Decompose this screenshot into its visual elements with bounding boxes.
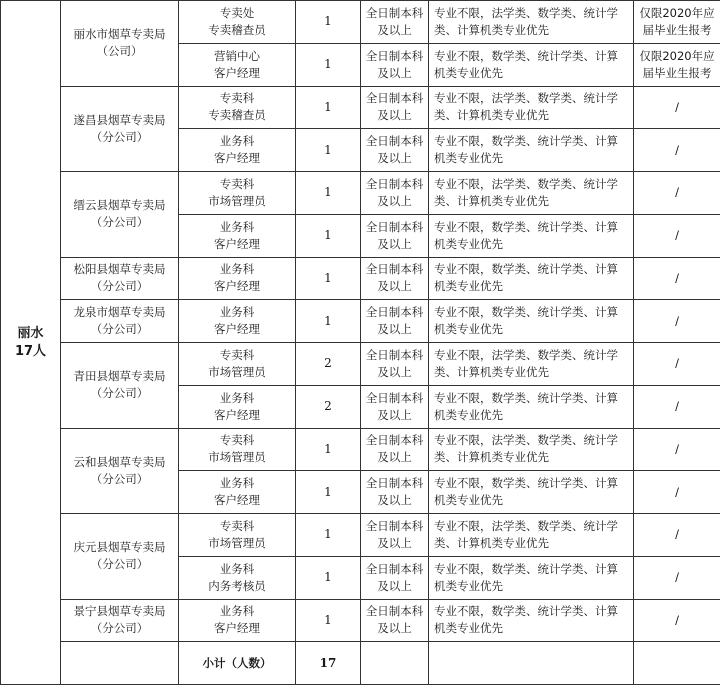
position-cell — [179, 385, 296, 428]
major-line2: 机类专业优先 — [434, 407, 630, 424]
major-line2: 机类专业优先 — [434, 321, 630, 338]
education-line2: 及以上 — [364, 150, 425, 167]
unit-name-line1: 龙泉市烟草专卖局 — [64, 304, 175, 321]
major-line1: 专业不限，数学类、统计学类、计算 — [434, 475, 630, 492]
education-line2: 及以上 — [364, 236, 425, 253]
headcount-cell: 1 — [296, 300, 361, 343]
headcount-cell: 1 — [296, 43, 361, 86]
major-line2: 机类专业优先 — [434, 65, 630, 82]
position-line2: 客户经理 — [182, 492, 292, 509]
major-line2: 机类专业优先 — [434, 278, 630, 295]
note-cell — [634, 86, 720, 129]
position-cell — [179, 257, 296, 300]
headcount-cell: 1 — [296, 599, 361, 642]
region-line1: 丽水 — [4, 325, 57, 343]
major-cell — [429, 343, 634, 386]
major-line2: 类、计算机类专业优先 — [434, 107, 630, 124]
subtotal-empty-cell — [634, 642, 720, 685]
major-line1: 专业不限，法学类、数学类、统计学 — [434, 518, 630, 535]
major-cell — [429, 385, 634, 428]
note-line1: / — [637, 227, 717, 244]
major-cell — [429, 129, 634, 172]
note-cell — [634, 172, 720, 215]
headcount-cell: 1 — [296, 257, 361, 300]
education-line1: 全日制本科 — [364, 48, 425, 65]
position-cell — [179, 129, 296, 172]
major-cell — [429, 599, 634, 642]
major-cell — [429, 172, 634, 215]
education-line2: 及以上 — [364, 22, 425, 39]
education-line2: 及以上 — [364, 278, 425, 295]
position-line2: 客户经理 — [182, 620, 292, 637]
note-line1: / — [637, 184, 717, 201]
position-cell — [179, 428, 296, 471]
table-row — [1, 172, 720, 215]
major-line1: 专业不限，数学类、统计学类、计算 — [434, 48, 630, 65]
major-cell — [429, 86, 634, 129]
headcount-cell: 1 — [296, 556, 361, 599]
education-cell — [361, 300, 429, 343]
major-line1: 专业不限，数学类、统计学类、计算 — [434, 390, 630, 407]
education-cell — [361, 599, 429, 642]
education-cell — [361, 214, 429, 257]
position-line2: 客户经理 — [182, 278, 292, 295]
unit-name-line2: （分公司） — [64, 129, 175, 146]
position-cell — [179, 214, 296, 257]
major-cell — [429, 471, 634, 514]
major-line2: 机类专业优先 — [434, 578, 630, 595]
major-line2: 机类专业优先 — [434, 620, 630, 637]
headcount-cell: 1 — [296, 214, 361, 257]
unit-cell — [61, 514, 179, 600]
education-line1: 全日制本科 — [364, 603, 425, 620]
education-line2: 及以上 — [364, 193, 425, 210]
major-cell — [429, 556, 634, 599]
headcount-cell: 1 — [296, 172, 361, 215]
note-line1: / — [637, 270, 717, 287]
position-cell — [179, 43, 296, 86]
table-row — [1, 1, 720, 44]
note-line1: / — [637, 526, 717, 543]
subtotal-label: 小计（人数） — [179, 642, 296, 685]
unit-name-line1: 松阳县烟草专卖局 — [64, 261, 175, 278]
note-cell — [634, 300, 720, 343]
unit-name-line2: （分公司） — [64, 385, 175, 402]
table-row — [1, 300, 720, 343]
subtotal-row — [1, 642, 720, 685]
position-line1: 业务科 — [182, 561, 292, 578]
unit-cell — [61, 172, 179, 258]
unit-name-line2: （公司） — [64, 43, 175, 60]
unit-name-line2: （分公司） — [64, 620, 175, 637]
education-line1: 全日制本科 — [364, 561, 425, 578]
subtotal-empty-cell — [361, 642, 429, 685]
unit-name-line1: 遂昌县烟草专卖局 — [64, 112, 175, 129]
position-line1: 业务科 — [182, 603, 292, 620]
headcount-cell: 2 — [296, 343, 361, 386]
major-line1: 专业不限，法学类、数学类、统计学 — [434, 90, 630, 107]
subtotal-empty-cell — [429, 642, 634, 685]
major-cell — [429, 300, 634, 343]
position-line1: 业务科 — [182, 133, 292, 150]
major-line1: 专业不限，数学类、统计学类、计算 — [434, 133, 630, 150]
table-row — [1, 428, 720, 471]
unit-cell — [61, 86, 179, 172]
note-line1: / — [637, 313, 717, 330]
position-line1: 专卖科 — [182, 432, 292, 449]
major-line1: 专业不限，数学类、统计学类、计算 — [434, 603, 630, 620]
table-row — [1, 599, 720, 642]
table-body — [1, 1, 720, 685]
position-line2: 客户经理 — [182, 321, 292, 338]
major-line2: 类、计算机类专业优先 — [434, 535, 630, 552]
position-cell — [179, 343, 296, 386]
position-line1: 业务科 — [182, 390, 292, 407]
note-cell — [634, 1, 720, 44]
note-line1: / — [637, 612, 717, 629]
position-line1: 业务科 — [182, 475, 292, 492]
education-cell — [361, 257, 429, 300]
headcount-cell: 1 — [296, 471, 361, 514]
major-line2: 机类专业优先 — [434, 236, 630, 253]
major-cell — [429, 514, 634, 557]
unit-cell — [61, 1, 179, 87]
note-line1: 仅限2020年应 — [637, 5, 717, 22]
headcount-cell: 1 — [296, 1, 361, 44]
major-cell — [429, 43, 634, 86]
note-cell — [634, 599, 720, 642]
education-cell — [361, 1, 429, 44]
unit-cell — [61, 257, 179, 300]
education-line2: 及以上 — [364, 535, 425, 552]
position-cell — [179, 599, 296, 642]
education-line2: 及以上 — [364, 578, 425, 595]
region-line2: 17人 — [4, 343, 57, 361]
position-line1: 业务科 — [182, 304, 292, 321]
major-cell — [429, 1, 634, 44]
major-line2: 类、计算机类专业优先 — [434, 449, 630, 466]
note-line1: / — [637, 569, 717, 586]
education-line1: 全日制本科 — [364, 390, 425, 407]
education-line2: 及以上 — [364, 321, 425, 338]
education-cell — [361, 428, 429, 471]
note-line1: / — [637, 484, 717, 501]
position-cell — [179, 172, 296, 215]
position-line2: 客户经理 — [182, 236, 292, 253]
education-line1: 全日制本科 — [364, 133, 425, 150]
major-line1: 专业不限，法学类、数学类、统计学 — [434, 5, 630, 22]
unit-name-line1: 庆元县烟草专卖局 — [64, 539, 175, 556]
note-cell — [634, 556, 720, 599]
major-line1: 专业不限，法学类、数学类、统计学 — [434, 176, 630, 193]
headcount-cell: 1 — [296, 129, 361, 172]
note-cell — [634, 514, 720, 557]
note-cell — [634, 343, 720, 386]
education-line2: 及以上 — [364, 107, 425, 124]
table-row — [1, 86, 720, 129]
position-line2: 专卖稽查员 — [182, 22, 292, 39]
education-line2: 及以上 — [364, 449, 425, 466]
major-cell — [429, 257, 634, 300]
note-line1: / — [637, 398, 717, 415]
region-cell — [1, 1, 61, 685]
position-line1: 专卖处 — [182, 5, 292, 22]
position-line2: 客户经理 — [182, 65, 292, 82]
education-cell — [361, 385, 429, 428]
unit-cell — [61, 428, 179, 514]
unit-cell — [61, 343, 179, 429]
education-line1: 全日制本科 — [364, 518, 425, 535]
education-line1: 全日制本科 — [364, 90, 425, 107]
note-line1: / — [637, 142, 717, 159]
headcount-cell: 1 — [296, 86, 361, 129]
note-cell — [634, 471, 720, 514]
note-line1: 仅限2020年应 — [637, 48, 717, 65]
unit-name-line1: 青田县烟草专卖局 — [64, 368, 175, 385]
major-line1: 专业不限，法学类、数学类、统计学 — [434, 347, 630, 364]
major-line1: 专业不限，数学类、统计学类、计算 — [434, 304, 630, 321]
education-cell — [361, 471, 429, 514]
position-line2: 专卖稽查员 — [182, 107, 292, 124]
position-line2: 市场管理员 — [182, 535, 292, 552]
position-cell — [179, 514, 296, 557]
note-cell — [634, 428, 720, 471]
education-line1: 全日制本科 — [364, 261, 425, 278]
unit-name-line2: （分公司） — [64, 556, 175, 573]
education-line2: 及以上 — [364, 407, 425, 424]
position-line2: 客户经理 — [182, 150, 292, 167]
education-line2: 及以上 — [364, 492, 425, 509]
education-line2: 及以上 — [364, 620, 425, 637]
position-line1: 专卖科 — [182, 176, 292, 193]
position-line2: 市场管理员 — [182, 364, 292, 381]
major-line2: 类、计算机类专业优先 — [434, 22, 630, 39]
note-line1: / — [637, 441, 717, 458]
unit-name-line2: （分公司） — [64, 321, 175, 338]
position-line2: 客户经理 — [182, 407, 292, 424]
note-line2: 届毕业生报考 — [637, 65, 717, 82]
note-cell — [634, 43, 720, 86]
unit-cell — [61, 599, 179, 642]
major-line2: 机类专业优先 — [434, 150, 630, 167]
major-line1: 专业不限，数学类、统计学类、计算 — [434, 561, 630, 578]
note-line1: / — [637, 355, 717, 372]
education-cell — [361, 556, 429, 599]
unit-name-line1: 云和县烟草专卖局 — [64, 454, 175, 471]
unit-name-line1: 景宁县烟草专卖局 — [64, 603, 175, 620]
major-line1: 专业不限，法学类、数学类、统计学 — [434, 432, 630, 449]
major-line2: 机类专业优先 — [434, 492, 630, 509]
position-line2: 内务考核员 — [182, 578, 292, 595]
unit-name-line1: 缙云县烟草专卖局 — [64, 197, 175, 214]
headcount-cell: 2 — [296, 385, 361, 428]
table-row — [1, 257, 720, 300]
unit-cell — [61, 300, 179, 343]
subtotal-empty-cell — [61, 642, 179, 685]
note-line1: / — [637, 99, 717, 116]
major-line2: 类、计算机类专业优先 — [434, 364, 630, 381]
education-cell — [361, 86, 429, 129]
note-cell — [634, 129, 720, 172]
education-cell — [361, 43, 429, 86]
position-line1: 营销中心 — [182, 48, 292, 65]
position-line1: 业务科 — [182, 219, 292, 236]
position-cell — [179, 471, 296, 514]
position-line1: 专卖科 — [182, 90, 292, 107]
education-line1: 全日制本科 — [364, 176, 425, 193]
unit-name-line2: （分公司） — [64, 471, 175, 488]
position-cell — [179, 300, 296, 343]
education-line1: 全日制本科 — [364, 304, 425, 321]
unit-name-line2: （分公司） — [64, 214, 175, 231]
note-line2: 届毕业生报考 — [637, 22, 717, 39]
subtotal-count: 17 — [296, 642, 361, 685]
position-line2: 市场管理员 — [182, 193, 292, 210]
major-cell — [429, 428, 634, 471]
headcount-cell: 1 — [296, 428, 361, 471]
education-line1: 全日制本科 — [364, 432, 425, 449]
major-line1: 专业不限，数学类、统计学类、计算 — [434, 219, 630, 236]
note-cell — [634, 385, 720, 428]
unit-name-line2: （分公司） — [64, 278, 175, 295]
position-cell — [179, 86, 296, 129]
position-line1: 业务科 — [182, 261, 292, 278]
education-line1: 全日制本科 — [364, 347, 425, 364]
headcount-cell: 1 — [296, 514, 361, 557]
education-cell — [361, 343, 429, 386]
major-line2: 类、计算机类专业优先 — [434, 193, 630, 210]
major-cell — [429, 214, 634, 257]
education-cell — [361, 129, 429, 172]
table-row — [1, 343, 720, 386]
unit-name-line1: 丽水市烟草专卖局 — [64, 26, 175, 43]
position-cell — [179, 556, 296, 599]
education-cell — [361, 172, 429, 215]
education-line1: 全日制本科 — [364, 5, 425, 22]
education-line1: 全日制本科 — [364, 219, 425, 236]
education-line2: 及以上 — [364, 364, 425, 381]
note-cell — [634, 214, 720, 257]
position-cell — [179, 1, 296, 44]
major-line1: 专业不限，数学类、统计学类、计算 — [434, 261, 630, 278]
education-line1: 全日制本科 — [364, 475, 425, 492]
education-line2: 及以上 — [364, 65, 425, 82]
position-line2: 市场管理员 — [182, 449, 292, 466]
education-cell — [361, 514, 429, 557]
position-line1: 专卖科 — [182, 518, 292, 535]
note-cell — [634, 257, 720, 300]
position-line1: 专卖科 — [182, 347, 292, 364]
table-row — [1, 514, 720, 557]
